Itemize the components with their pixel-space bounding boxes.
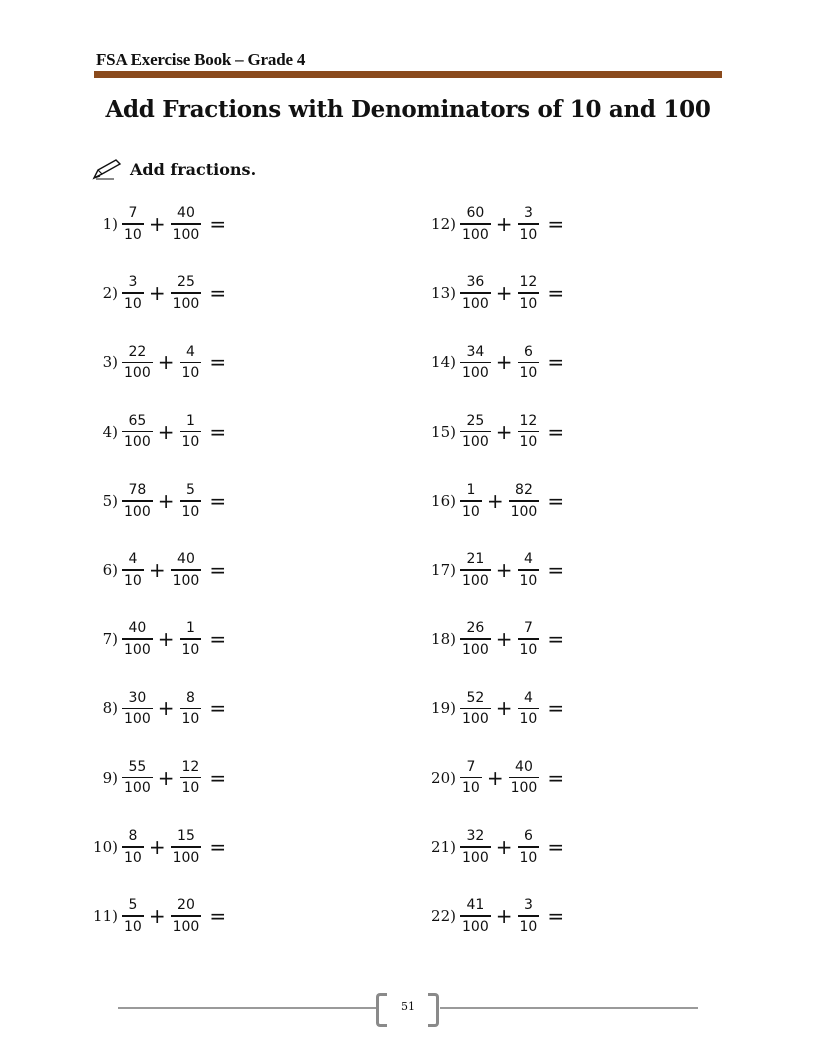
numerator: 40 <box>128 620 147 637</box>
denominator: 100 <box>462 226 489 243</box>
problem-15 <box>418 407 564 457</box>
fraction-b <box>518 413 540 451</box>
denominator: 100 <box>172 572 200 589</box>
fraction-a <box>122 205 144 243</box>
plus-sign: + <box>157 350 175 375</box>
header-title: FSA Exercise Book – Grade 4 <box>96 50 306 69</box>
fraction-a <box>122 897 144 935</box>
numerator: 55 <box>128 758 147 775</box>
plus-sign: + <box>148 834 166 859</box>
denominator: 10 <box>181 711 200 728</box>
denominator: 100 <box>462 365 489 382</box>
numerator: 60 <box>466 205 485 222</box>
plus-sign: + <box>157 488 175 513</box>
fraction-a <box>460 828 491 866</box>
equals-sign: = <box>209 765 227 790</box>
fraction-a <box>460 344 491 382</box>
numerator: 4 <box>523 689 533 706</box>
denominator: 10 <box>519 226 538 243</box>
plus-sign: + <box>495 696 513 721</box>
fraction-b <box>509 759 540 797</box>
denominator: 100 <box>172 226 200 243</box>
plus-sign: + <box>157 627 175 652</box>
instruction <box>92 158 256 180</box>
equals-sign: = <box>209 834 227 859</box>
numerator: 7 <box>128 205 138 222</box>
equals-sign: = <box>547 488 565 513</box>
fraction-b <box>180 482 202 520</box>
numerator: 65 <box>128 412 147 429</box>
denominator: 10 <box>519 918 538 935</box>
problem-2 <box>80 268 226 318</box>
numerator: 4 <box>128 551 138 568</box>
numerator: 32 <box>466 828 485 845</box>
problem-8 <box>80 683 226 733</box>
fraction-a <box>122 620 153 658</box>
numerator: 21 <box>466 551 485 568</box>
problem-10 <box>80 822 226 872</box>
problem-label: 11) <box>93 907 118 925</box>
denominator: 100 <box>124 711 151 728</box>
fraction-b <box>180 413 202 451</box>
equals-sign: = <box>547 350 565 375</box>
equals-sign: = <box>547 696 565 721</box>
numerator: 40 <box>515 758 533 775</box>
problem-22 <box>418 891 564 941</box>
denominator: 100 <box>510 780 538 797</box>
problem-label: 18) <box>431 630 456 649</box>
problem-7 <box>80 614 226 664</box>
denominator: 10 <box>124 849 142 866</box>
fraction-b <box>518 205 540 243</box>
numerator: 82 <box>515 482 533 499</box>
denominator: 10 <box>462 503 480 520</box>
plus-sign: + <box>148 904 166 928</box>
problem-label: 2) <box>102 284 118 303</box>
equals-sign: = <box>547 627 565 652</box>
numerator: 6 <box>523 828 533 845</box>
denominator: 100 <box>124 365 151 382</box>
equals-sign: = <box>547 834 565 859</box>
problem-label: 8) <box>102 699 118 718</box>
denominator: 10 <box>519 365 538 382</box>
pencil-icon <box>92 158 122 180</box>
footer-rule-left <box>118 1007 376 1009</box>
fraction-a <box>122 690 153 728</box>
numerator: 36 <box>466 274 485 291</box>
problem-label: 13) <box>431 284 456 303</box>
fraction-a <box>460 205 491 243</box>
numerator: 8 <box>128 828 138 845</box>
denominator: 10 <box>462 780 480 797</box>
denominator: 10 <box>519 849 538 866</box>
problem-4 <box>80 407 226 457</box>
fraction-b <box>171 828 202 866</box>
denominator: 100 <box>172 918 200 935</box>
problem-label: 21) <box>431 837 456 856</box>
numerator: 3 <box>128 274 138 291</box>
page-number-bracket-right <box>428 993 439 1027</box>
numerator: 7 <box>523 620 533 637</box>
denominator: 10 <box>519 295 538 312</box>
plus-sign: + <box>148 281 166 306</box>
numerator: 26 <box>466 620 485 637</box>
fraction-b <box>180 344 202 382</box>
plus-sign: + <box>495 419 513 444</box>
fraction-b <box>171 551 202 589</box>
denominator: 10 <box>124 572 142 589</box>
denominator: 10 <box>519 641 538 658</box>
equals-sign: = <box>209 350 227 375</box>
equals-sign: = <box>209 558 227 582</box>
numerator: 30 <box>128 689 147 706</box>
fraction-a <box>460 897 491 935</box>
equals-sign: = <box>547 419 565 444</box>
problem-label: 20) <box>431 768 456 787</box>
problem-label: 12) <box>431 215 456 233</box>
numerator: 22 <box>128 343 147 360</box>
plus-sign: + <box>486 488 504 513</box>
equals-sign: = <box>547 558 565 582</box>
plus-sign: + <box>157 419 175 444</box>
denominator: 10 <box>519 711 538 728</box>
problem-label: 22) <box>431 907 456 925</box>
numerator: 1 <box>466 482 476 499</box>
denominator: 100 <box>124 503 151 520</box>
denominator: 100 <box>462 849 489 866</box>
fraction-b <box>518 274 540 312</box>
equals-sign: = <box>209 696 227 721</box>
problem-5 <box>80 476 226 526</box>
problem-13 <box>418 268 564 318</box>
fraction-a <box>122 482 153 520</box>
plus-sign: + <box>495 281 513 306</box>
denominator: 10 <box>519 572 538 589</box>
equals-sign: = <box>547 765 565 790</box>
problem-label: 4) <box>102 422 118 441</box>
numerator: 4 <box>523 551 533 568</box>
problem-9 <box>80 753 226 803</box>
problem-label: 17) <box>431 561 456 579</box>
fraction-a <box>460 759 482 797</box>
denominator: 100 <box>510 503 538 520</box>
fraction-b <box>518 690 540 728</box>
plus-sign: + <box>495 212 513 236</box>
equals-sign: = <box>209 281 227 306</box>
denominator: 100 <box>462 918 489 935</box>
numerator: 40 <box>177 551 195 568</box>
denominator: 10 <box>181 434 200 451</box>
fraction-b <box>518 828 540 866</box>
numerator: 25 <box>466 412 485 429</box>
fraction-a <box>122 759 153 797</box>
plus-sign: + <box>157 765 175 790</box>
numerator: 41 <box>466 897 485 914</box>
plus-sign: + <box>495 350 513 375</box>
problem-19 <box>418 683 564 733</box>
problem-label: 10) <box>93 837 118 856</box>
fraction-b <box>171 205 202 243</box>
fraction-a <box>460 690 491 728</box>
denominator: 10 <box>181 641 200 658</box>
problem-label: 16) <box>431 491 456 510</box>
equals-sign: = <box>209 904 227 928</box>
numerator: 40 <box>177 205 195 222</box>
instruction-text: Add fractions. <box>130 159 257 179</box>
numerator: 7 <box>466 758 476 775</box>
numerator: 20 <box>177 897 195 914</box>
fraction-a <box>122 413 153 451</box>
numerator: 25 <box>177 274 195 291</box>
equals-sign: = <box>209 488 227 513</box>
page-number: 51 <box>401 1000 415 1013</box>
problem-1 <box>80 199 226 249</box>
numerator: 1 <box>185 412 195 429</box>
fraction-b <box>180 620 202 658</box>
problem-14 <box>418 337 564 387</box>
problem-label: 14) <box>431 353 456 372</box>
plus-sign: + <box>495 834 513 859</box>
numerator: 12 <box>181 758 200 775</box>
numerator: 6 <box>523 343 533 360</box>
equals-sign: = <box>209 212 227 236</box>
fraction-b <box>518 897 540 935</box>
fraction-a <box>122 551 144 589</box>
denominator: 10 <box>124 226 142 243</box>
numerator: 5 <box>185 482 195 499</box>
fraction-b <box>518 620 540 658</box>
numerator: 52 <box>466 689 485 706</box>
denominator: 10 <box>124 918 142 935</box>
problem-label: 1) <box>102 215 118 233</box>
denominator: 100 <box>462 434 489 451</box>
problem-3 <box>80 337 226 387</box>
fraction-a <box>460 551 491 589</box>
plus-sign: + <box>495 627 513 652</box>
plus-sign: + <box>148 558 166 582</box>
numerator: 8 <box>185 689 195 706</box>
problem-16 <box>418 476 564 526</box>
numerator: 5 <box>128 897 138 914</box>
fraction-a <box>122 274 144 312</box>
fraction-b <box>180 690 202 728</box>
problem-20 <box>418 753 564 803</box>
denominator: 10 <box>181 365 200 382</box>
problem-label: 19) <box>431 699 456 718</box>
plus-sign: + <box>486 765 504 790</box>
fraction-b <box>171 274 202 312</box>
equals-sign: = <box>547 212 565 236</box>
numerator: 34 <box>466 343 485 360</box>
numerator: 3 <box>523 205 533 222</box>
numerator: 15 <box>177 828 195 845</box>
equals-sign: = <box>547 904 565 928</box>
fraction-b <box>518 551 540 589</box>
header-rule <box>94 71 722 78</box>
denominator: 10 <box>181 503 200 520</box>
numerator: 12 <box>519 412 538 429</box>
problem-label: 7) <box>102 630 118 649</box>
problem-label: 5) <box>102 491 118 510</box>
problem-label: 6) <box>102 561 118 579</box>
denominator: 100 <box>172 849 200 866</box>
numerator: 4 <box>185 343 195 360</box>
page-number-bracket-left <box>376 993 387 1027</box>
denominator: 100 <box>462 295 489 312</box>
equals-sign: = <box>209 419 227 444</box>
fraction-b <box>171 897 202 935</box>
problem-label: 15) <box>431 422 456 441</box>
equals-sign: = <box>547 281 565 306</box>
denominator: 100 <box>462 711 489 728</box>
problem-6 <box>80 545 226 595</box>
numerator: 3 <box>523 897 533 914</box>
denominator: 100 <box>462 572 489 589</box>
problem-17 <box>418 545 564 595</box>
problem-label: 3) <box>102 353 118 372</box>
fraction-a <box>122 344 153 382</box>
footer-rule-right <box>440 1007 698 1009</box>
fraction-a <box>460 620 491 658</box>
denominator: 100 <box>462 641 489 658</box>
problem-11 <box>80 891 226 941</box>
denominator: 100 <box>124 780 151 797</box>
page-title: Add Fractions with Denominators of 10 and 100 <box>105 96 711 123</box>
fraction-a <box>460 482 482 520</box>
numerator: 1 <box>185 620 195 637</box>
denominator: 100 <box>124 434 151 451</box>
fraction-a <box>460 413 491 451</box>
plus-sign: + <box>495 558 513 582</box>
denominator: 100 <box>172 295 200 312</box>
denominator: 10 <box>519 434 538 451</box>
fraction-b <box>518 344 540 382</box>
denominator: 10 <box>124 295 142 312</box>
plus-sign: + <box>148 212 166 236</box>
numerator: 12 <box>519 274 538 291</box>
fraction-b <box>509 482 540 520</box>
problem-12 <box>418 199 564 249</box>
numerator: 78 <box>128 482 147 499</box>
problem-21 <box>418 822 564 872</box>
equals-sign: = <box>209 627 227 652</box>
plus-sign: + <box>495 904 513 928</box>
plus-sign: + <box>157 696 175 721</box>
denominator: 10 <box>181 780 200 797</box>
fraction-a <box>122 828 144 866</box>
fraction-b <box>180 759 202 797</box>
problem-18 <box>418 614 564 664</box>
fraction-a <box>460 274 491 312</box>
denominator: 100 <box>124 641 151 658</box>
problem-label: 9) <box>102 768 118 787</box>
